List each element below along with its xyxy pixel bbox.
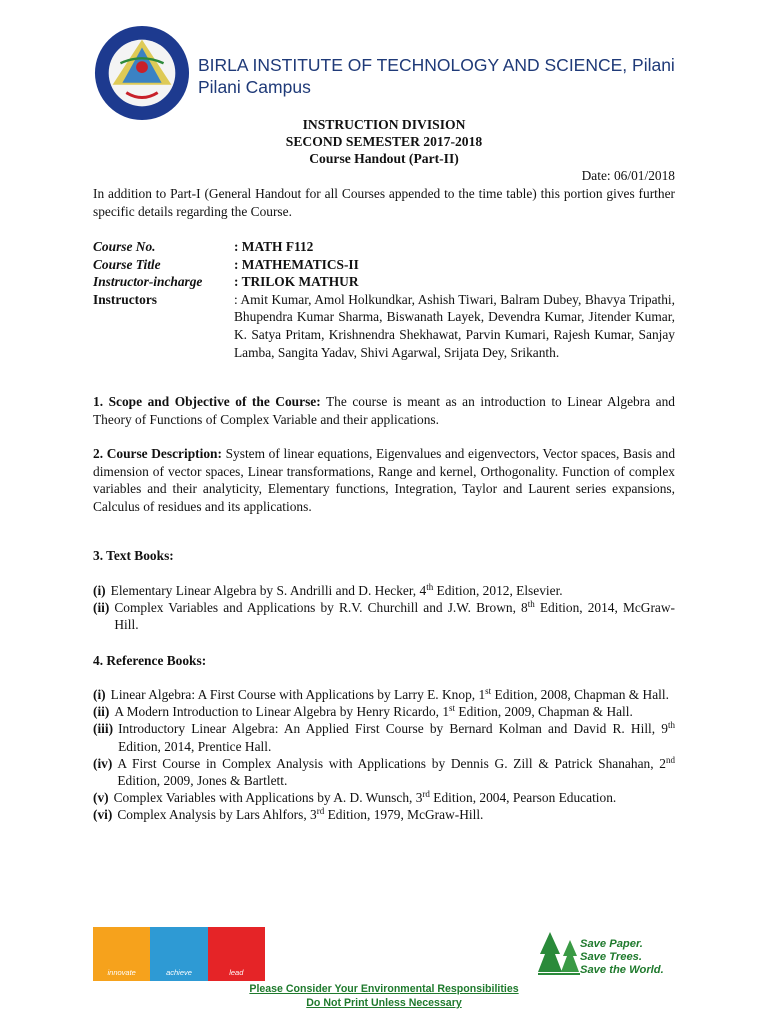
list-item: (ii) A Modern Introduction to Linear Algebra by Henry Ricardo, 1st Edition, 2009, Chapman & Hall. xyxy=(93,703,633,720)
course-title-label: Course Title xyxy=(93,256,161,272)
list-item: (vi) Complex Analysis by Lars Ahlfors, 3rd Edition, 1979, McGraw-Hill. xyxy=(93,806,484,823)
campus-name: Pilani Campus xyxy=(198,77,311,97)
course-info xyxy=(93,238,675,361)
footer-line-2: Do Not Print Unless Necessary xyxy=(306,997,462,1009)
course-title-value: : MATHEMATICS-II xyxy=(234,256,359,272)
list-item: (iii) Introductory Linear Algebra: An Applied First Course by Bernard Kolman and David R. Hill, 9th Edition, 2014, Prentice Hall. xyxy=(93,720,675,754)
list-item: (v) Complex Variables with Applications by A. D. Wunsch, 3rd Edition, 2004, Pearson Education. xyxy=(93,789,617,806)
text-books-list xyxy=(93,582,675,634)
instructors-value: : Amit Kumar, Amol Holkundkar, Ashish Tiwari, Balram Dubey, Bhavya Tripathi, Bhupendra Kumar Sharma, Biswanath Layek, Devendra Kumar, Jitender Kumar, K. Satya Pritam, Krishnendra Shekhawat, Parvin Kumari, Rajesh Kumar, Sanjay Lamba, Sangita Yadav, Shivi Agarwal, Srijata Dey, Srikanth. xyxy=(234,291,675,360)
handout-title: Course Handout (Part-II) xyxy=(309,151,459,166)
list-item: (iv) A First Course in Complex Analysis with Applications by Dennis G. Zill & Patrick Shanahan, 2nd Edition, 2009, Jones & Bartlett. xyxy=(93,754,675,789)
footer-line-1: Please Consider Your Environmental Responsibilities xyxy=(249,983,519,995)
description-section xyxy=(93,445,675,515)
banner-lead: lead xyxy=(208,927,265,981)
scope-label: 1. Scope and Objective of the Course: xyxy=(93,394,321,409)
reference-books-title: 4. Reference Books: xyxy=(93,653,207,668)
banner-achieve: achieve xyxy=(150,927,207,981)
institute-header xyxy=(198,54,675,98)
handout-date: Date: 06/01/2018 xyxy=(581,168,675,183)
bits-logo-icon xyxy=(93,24,191,122)
course-no-label: Course No. xyxy=(93,239,156,254)
reference-books-list xyxy=(93,686,675,824)
incharge-label: Instructor-incharge xyxy=(93,274,203,290)
intro-paragraph: In addition to Part-I (General Handout for all Courses appended to the time table) this portion gives further specific details regarding the Course. xyxy=(93,186,675,219)
list-item: (ii) Complex Variables and Applications by R.V. Churchill and J.W. Brown, 8th Edition, 2014, McGraw-Hill. xyxy=(93,599,675,633)
division-title: INSTRUCTION DIVISION xyxy=(302,117,466,132)
instructors-label: Instructors xyxy=(93,291,157,307)
instructors-row xyxy=(93,291,675,361)
course-no-row xyxy=(93,238,675,256)
list-item: (i) Linear Algebra: A First Course with Applications by Larry E. Knop, 1st Edition, 2008, Chapman & Hall. xyxy=(93,686,669,702)
scope-section xyxy=(93,393,675,428)
banner-innovate: innovate xyxy=(93,927,150,981)
bits-banner xyxy=(93,927,265,981)
scope-text: The course is meant as an introduction to Linear Algebra and Theory of Functions of Complex Variable and their applications. xyxy=(93,394,675,427)
incharge-row xyxy=(93,273,675,291)
institute-name: BIRLA INSTITUTE OF TECHNOLOGY AND SCIENCE, Pilani xyxy=(198,55,675,75)
description-label: 2. Course Description: xyxy=(93,446,222,461)
eco-slogan: Save Paper. Save Trees. Save the World. xyxy=(580,938,664,976)
text-books-title: 3. Text Books: xyxy=(93,548,174,563)
incharge-value: : TRILOK MATHUR xyxy=(234,274,359,290)
semester-title: SECOND SEMESTER 2017-2018 xyxy=(285,134,483,149)
list-item: (i) Elementary Linear Algebra by S. Andrilli and D. Hecker, 4th Edition, 2012, Elsevier. xyxy=(93,582,563,598)
course-title-row xyxy=(93,256,675,274)
description-text: System of linear equations, Eigenvalues and eigenvectors, Vector spaces, Basis and dimension of vector spaces, Linear transformations, Range and kernel, Orthogonality. Function of complex variables and their analyticity, Elementary functions, Integration, Taylor and Laurent series expansions, Calculus of residues and its applications. xyxy=(93,446,676,514)
course-no-value: : MATH F112 xyxy=(234,239,314,254)
